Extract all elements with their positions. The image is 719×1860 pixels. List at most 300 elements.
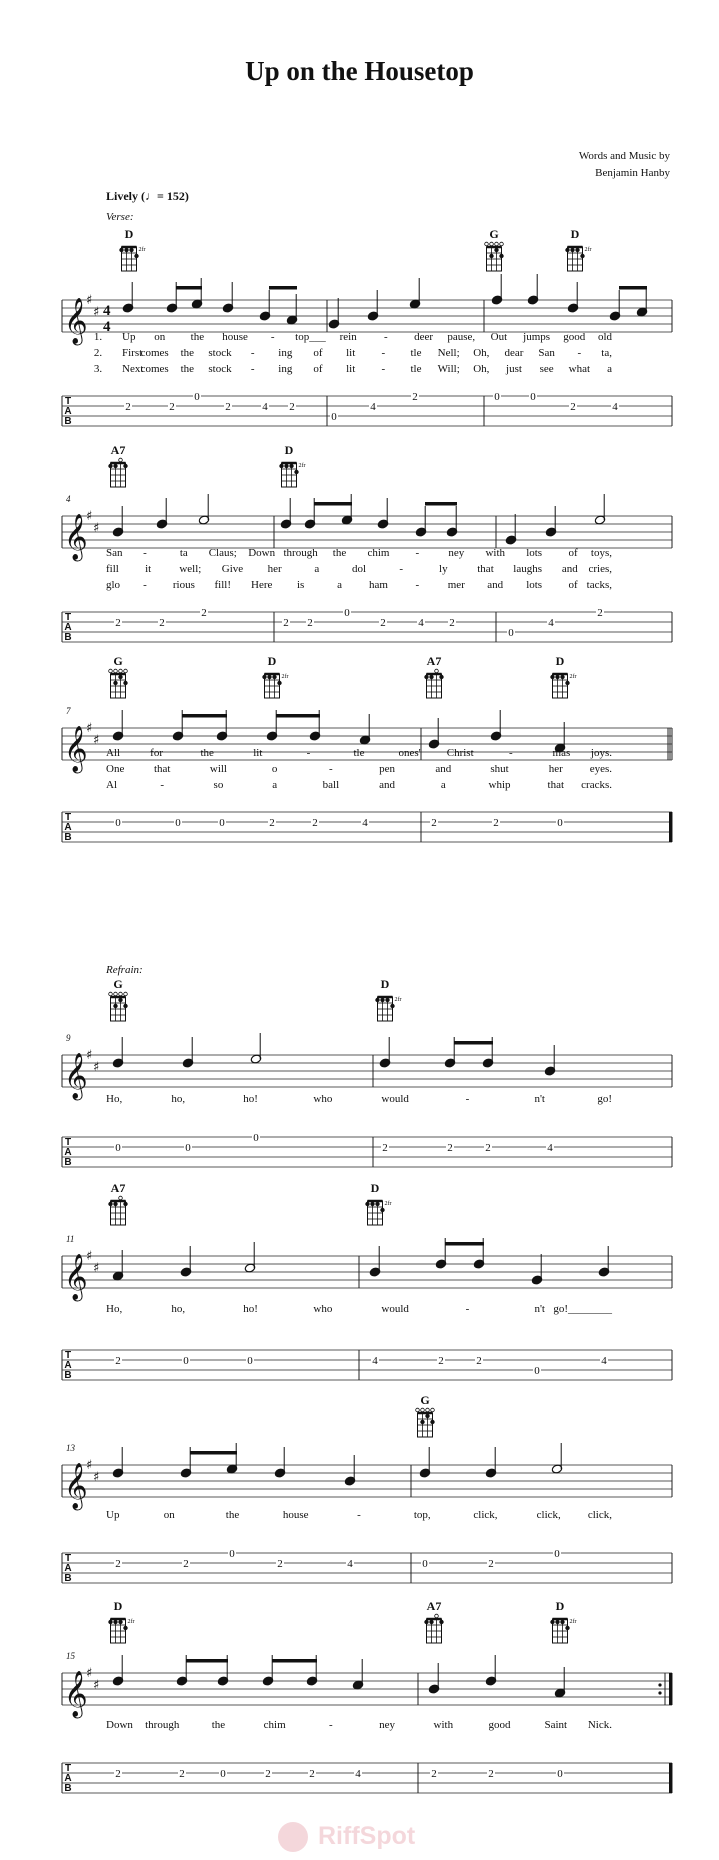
- lyric-syllable: ta: [179, 547, 188, 559]
- lyric-syllable: click,: [473, 1509, 498, 1521]
- finger-dot: [489, 254, 493, 258]
- tab-fret-number: 0: [557, 1768, 563, 1780]
- tab-clef-letter: A: [64, 1773, 72, 1784]
- tab-clef-letter: B: [64, 1157, 72, 1168]
- chord-name: G: [113, 654, 123, 668]
- lyric-syllable: laughs: [513, 563, 543, 575]
- riffspot-watermark: [272, 1820, 452, 1854]
- lyric-syllable: deer: [414, 331, 434, 343]
- lyric-syllable: cries,: [588, 563, 612, 575]
- lyric-syllable: for: [150, 747, 164, 759]
- lyric-syllable: a: [440, 779, 446, 791]
- tab-fret-number: 2: [488, 1558, 494, 1570]
- lyric-syllable: dol: [351, 563, 367, 575]
- finger-dot: [119, 248, 123, 252]
- lyric-syllable: go!: [597, 1093, 612, 1105]
- finger-dot: [385, 998, 389, 1002]
- measure-number: 11: [66, 1234, 75, 1244]
- lyric-syllable: Claus;: [208, 547, 237, 559]
- lyric-syllable: a: [337, 579, 342, 591]
- riffspot-logo-icon: [278, 1822, 308, 1852]
- tab-fret-number: 4: [362, 817, 368, 829]
- chord-name: D: [124, 227, 134, 241]
- fret-position-label: 2fr: [569, 674, 577, 680]
- tab-clef-letter: B: [64, 1573, 72, 1584]
- sharp-icon: ♯: [86, 721, 93, 736]
- lyric-syllable: Oh,: [473, 347, 490, 359]
- lyric-syllable: shut: [490, 763, 509, 775]
- lyric-syllable: dear: [504, 347, 524, 359]
- finger-dot: [380, 998, 384, 1002]
- tab-fret-number: 2: [115, 1355, 121, 1367]
- chord-name: A7: [110, 1181, 126, 1195]
- tab-fret-number: 2: [570, 401, 576, 413]
- section-label-refrain: Refrain:: [106, 964, 143, 976]
- verse-number: 2.: [93, 347, 103, 359]
- finger-dot: [123, 1004, 127, 1008]
- treble-clef-icon: 𝄞: [64, 1671, 88, 1717]
- lyric-syllable: that: [477, 563, 494, 575]
- lyric-syllable: Up: [106, 1509, 120, 1521]
- finger-dot: [279, 464, 283, 468]
- tab-clef-letter: B: [64, 1370, 72, 1381]
- lyric-syllable: would: [381, 1303, 409, 1315]
- measure-number: 13: [66, 1443, 75, 1453]
- tab-fret-number: 2: [265, 1768, 271, 1780]
- lyric-syllable: and: [487, 579, 504, 591]
- lyric-syllable: ho,: [171, 1093, 186, 1105]
- lyric-syllable: glo: [106, 579, 121, 591]
- finger-dot: [277, 681, 281, 685]
- tab-fret-number: 4: [370, 401, 376, 413]
- lyric-syllable: stock: [208, 347, 232, 359]
- lyric-syllable: Up: [122, 331, 136, 343]
- tab-fret-number: 0: [247, 1355, 253, 1367]
- lyric-syllable: -: [384, 331, 388, 343]
- finger-dot: [570, 248, 574, 252]
- lyric-syllable: rein: [339, 331, 357, 343]
- lyric-syllable: and: [435, 763, 452, 775]
- time-signature-bottom: 4: [103, 319, 111, 335]
- tempo-bpm: = 152): [157, 189, 189, 203]
- open-string-icon: [416, 1408, 420, 1412]
- sharp-icon: ♯: [86, 293, 93, 308]
- finger-dot: [370, 1202, 374, 1206]
- lyric-syllable: just: [506, 363, 522, 375]
- lyric-syllable: mas: [552, 747, 571, 759]
- lyric-syllable: her: [548, 763, 563, 775]
- open-string-icon: [114, 669, 118, 673]
- finger-dot: [108, 1202, 112, 1206]
- lyric-syllable: that: [547, 779, 565, 791]
- tab-clef-letter: B: [64, 632, 72, 643]
- open-string-icon: [109, 669, 113, 673]
- section-label-verse: Verse:: [106, 211, 134, 223]
- tab-fret-number: 2: [488, 1768, 494, 1780]
- ukulele-chord-diagram-icon: [550, 1618, 576, 1643]
- lyric-syllable: lit: [253, 747, 263, 759]
- lyric-syllable: -: [508, 747, 513, 759]
- tab-fret-number: 0: [422, 1558, 428, 1570]
- ukulele-chord-diagram-icon: [108, 1618, 134, 1643]
- finger-dot: [555, 675, 559, 679]
- finger-dot: [555, 1620, 559, 1624]
- finger-dot: [123, 1202, 127, 1206]
- sharp-icon: ♯: [93, 1678, 100, 1693]
- lyric-syllable: well;: [179, 563, 202, 575]
- lyric-syllable: Saint: [544, 1719, 568, 1731]
- tab-fret-number: 0: [220, 1768, 226, 1780]
- finger-dot: [262, 675, 266, 679]
- lyric-syllable: and: [379, 779, 396, 791]
- finger-dot: [129, 248, 133, 252]
- lyric-syllable: tacks,: [586, 579, 612, 591]
- finger-dot: [494, 248, 498, 252]
- note-beam: [176, 286, 202, 290]
- fret-position-label: 2fr: [384, 1201, 392, 1207]
- lyric-syllable: Here: [251, 579, 273, 591]
- finger-dot: [560, 1620, 564, 1624]
- lyric-syllable: lots: [526, 579, 543, 591]
- lyric-syllable: pause,: [447, 331, 476, 343]
- lyric-syllable: -: [306, 747, 311, 759]
- lyric-syllable: would: [381, 1093, 409, 1105]
- tab-final-barline: [669, 1763, 672, 1793]
- tab-fret-number: 2: [289, 401, 295, 413]
- ukulele-chord-diagram-icon: [416, 1408, 435, 1437]
- lyric-syllable: click,: [587, 1509, 612, 1521]
- open-string-icon: [124, 992, 128, 996]
- chord-name: D: [555, 1599, 565, 1613]
- ukulele-chord-diagram-icon: [424, 669, 443, 698]
- treble-clef-icon: 𝄞: [64, 1053, 88, 1099]
- sharp-icon: ♯: [93, 521, 100, 536]
- lyric-syllable: old: [597, 331, 612, 343]
- finger-dot: [118, 1620, 122, 1624]
- finger-dot: [123, 1626, 127, 1630]
- lyric-syllable: and: [561, 563, 578, 575]
- lyric-syllable: it: [145, 563, 152, 575]
- lyric-syllable: -: [143, 579, 147, 591]
- fret-position-label: 2fr: [569, 1619, 577, 1625]
- lyric-syllable: -: [160, 779, 165, 791]
- finger-dot: [380, 1208, 384, 1212]
- tab-fret-number: 2: [179, 1768, 185, 1780]
- repeat-dot: [658, 1691, 661, 1694]
- finger-dot: [118, 998, 122, 1002]
- tab-fret-number: 2: [493, 817, 499, 829]
- lyric-syllable: ho!: [243, 1093, 258, 1105]
- lyric-syllable: that: [153, 763, 171, 775]
- lyric-syllable: Down: [248, 547, 276, 559]
- lyric-syllable: good: [563, 331, 586, 343]
- ukulele-chord-diagram-icon: [108, 458, 127, 487]
- measure-number: 15: [66, 1651, 75, 1661]
- lyric-syllable: Next: [122, 363, 144, 375]
- finger-dot: [499, 254, 503, 258]
- treble-clef-icon: 𝄞: [64, 726, 88, 772]
- ukulele-chord-diagram-icon: [550, 673, 576, 698]
- lyric-syllable: -: [250, 347, 255, 359]
- finger-dot: [439, 675, 443, 679]
- note-beam: [276, 714, 320, 718]
- finger-dot: [267, 675, 271, 679]
- lyric-syllable: Oh,: [473, 363, 490, 375]
- finger-dot: [375, 998, 379, 1002]
- lyric-syllable: house: [282, 1509, 309, 1521]
- lyric-syllable: her: [267, 563, 282, 575]
- finger-dot: [565, 1626, 569, 1630]
- lyric-syllable: One: [106, 763, 125, 775]
- measure-number: 9: [66, 1033, 71, 1043]
- sharp-icon: ♯: [86, 1666, 93, 1681]
- chord-name: D: [113, 1599, 123, 1613]
- finger-dot: [272, 675, 276, 679]
- chord-name: D: [284, 443, 294, 457]
- finger-dot: [439, 1620, 443, 1624]
- finger-dot: [424, 675, 428, 679]
- system-6: [62, 1393, 672, 1584]
- note-beam: [190, 1451, 237, 1455]
- sharp-icon: ♯: [86, 509, 93, 524]
- measure-number: 7: [66, 706, 71, 716]
- finger-dot: [113, 1004, 117, 1008]
- treble-clef-icon: 𝄞: [64, 514, 88, 560]
- finger-dot: [390, 1004, 394, 1008]
- ukulele-chord-diagram-icon: [365, 1200, 391, 1225]
- finger-dot: [113, 1620, 117, 1624]
- treble-clef-icon: 𝄞: [64, 1463, 88, 1509]
- lyric-syllable: ho!: [243, 1303, 258, 1315]
- tab-clef-letter: T: [64, 1553, 72, 1564]
- ukulele-chord-diagram-icon: [119, 246, 145, 271]
- lyric-syllable: rious: [172, 579, 195, 591]
- finger-dot: [560, 675, 564, 679]
- tab-fret-number: 4: [355, 1768, 361, 1780]
- finger-dot: [550, 1620, 554, 1624]
- system-3: [62, 654, 672, 843]
- tab-fret-number: 4: [418, 617, 424, 629]
- lyric-syllable: house: [222, 331, 248, 343]
- ukulele-chord-diagram-icon: [109, 992, 128, 1021]
- lyric-syllable: the: [332, 547, 347, 559]
- ukulele-chord-diagram-icon: [485, 242, 504, 271]
- credits-line-2: Benjamin Hanby: [595, 167, 670, 179]
- tab-clef-letter: T: [64, 812, 72, 823]
- finger-dot: [123, 464, 127, 468]
- lyric-syllable: of: [313, 363, 323, 375]
- lyric-syllable: Out: [490, 331, 508, 343]
- tab-fret-number: 0: [229, 1548, 235, 1560]
- tab-fret-number: 2: [169, 401, 175, 413]
- fret-position-label: 2fr: [138, 247, 146, 253]
- lyric-syllable: n't: [534, 1303, 545, 1315]
- lyric-syllable: o: [271, 763, 278, 775]
- tab-fret-number: 2: [412, 391, 418, 403]
- lyric-syllable: n't: [534, 1093, 545, 1105]
- tab-fret-number: 4: [547, 1142, 553, 1154]
- finger-dot: [124, 248, 128, 252]
- tab-fret-number: 2: [115, 1768, 121, 1780]
- tab-final-barline: [669, 812, 672, 842]
- tab-fret-number: 2: [115, 617, 121, 629]
- ukulele-chord-diagram-icon: [262, 673, 288, 698]
- tab-clef-letter: A: [64, 1563, 72, 1574]
- quarter-note-icon: ♩: [145, 189, 157, 203]
- chord-name: D: [380, 977, 390, 991]
- tab-fret-number: 0: [253, 1132, 259, 1144]
- open-string-icon: [119, 992, 123, 996]
- lyric-syllable: -: [329, 1719, 333, 1731]
- verse-number: 3.: [93, 363, 103, 375]
- watermark-text: RiffSpot: [318, 1822, 416, 1850]
- system-7: [62, 1599, 672, 1794]
- lyric-syllable: ing: [278, 363, 293, 375]
- lyric-syllable: comes: [140, 347, 169, 359]
- note-beam: [425, 502, 457, 506]
- open-string-icon: [435, 1614, 439, 1618]
- tab-fret-number: 2: [283, 617, 289, 629]
- tab-clef-letter: T: [64, 1763, 72, 1774]
- fret-position-label: 2fr: [281, 674, 289, 680]
- finger-dot: [294, 470, 298, 474]
- open-string-icon: [500, 242, 504, 246]
- tab-fret-number: 2: [277, 1558, 283, 1570]
- tab-clef-letter: B: [64, 832, 72, 843]
- sharp-icon: ♯: [86, 1048, 93, 1063]
- lyric-syllable: tle: [410, 363, 422, 375]
- lyric-syllable: comes: [140, 363, 169, 375]
- lyric-syllable: All: [106, 747, 121, 759]
- note-beam: [269, 286, 297, 290]
- lyric-syllable: ney: [448, 547, 465, 559]
- tab-fret-number: 2: [309, 1768, 315, 1780]
- sharp-icon: ♯: [86, 1249, 93, 1264]
- open-string-icon: [431, 1408, 435, 1412]
- lyric-syllable: -: [415, 547, 420, 559]
- tab-clef-letter: B: [64, 416, 72, 427]
- tab-fret-number: 0: [175, 817, 181, 829]
- lyric-syllable: -: [415, 579, 420, 591]
- tab-clef-letter: A: [64, 822, 72, 833]
- finger-dot: [575, 248, 579, 252]
- tab-fret-number: 2: [447, 1142, 453, 1154]
- tempo-word: Lively (: [106, 189, 145, 203]
- tab-fret-number: 4: [372, 1355, 378, 1367]
- tab-fret-number: 0: [331, 411, 337, 423]
- lyric-syllable: a: [314, 563, 320, 575]
- lyric-syllable: stock: [208, 363, 232, 375]
- tab-clef-letter: B: [64, 1783, 72, 1794]
- tab-fret-number: 0: [494, 391, 500, 403]
- finger-dot: [118, 675, 122, 679]
- chord-name: D: [555, 654, 565, 668]
- lyric-syllable: the: [225, 1509, 240, 1521]
- sharp-icon: ♯: [93, 1470, 100, 1485]
- lyric-syllable: fill!: [214, 579, 232, 591]
- lyric-syllable: toys,: [590, 547, 612, 559]
- tab-fret-number: 2: [225, 401, 231, 413]
- open-string-icon: [119, 1196, 123, 1200]
- treble-clef-icon: 𝄞: [64, 298, 88, 344]
- lyric-syllable: top,: [413, 1509, 431, 1521]
- finger-dot: [425, 1414, 429, 1418]
- lyric-syllable: eyes.: [589, 763, 612, 775]
- tab-fret-number: 0: [554, 1548, 560, 1560]
- lyric-syllable: go!________: [553, 1303, 612, 1315]
- note-beam: [454, 1041, 493, 1045]
- lyric-syllable: Will;: [437, 363, 460, 375]
- lyric-syllable: the: [190, 331, 205, 343]
- open-string-icon: [109, 992, 113, 996]
- open-string-icon: [421, 1408, 425, 1412]
- lyric-syllable: will: [209, 763, 228, 775]
- lyric-syllable: of: [568, 547, 578, 559]
- lyric-syllable: on: [163, 1509, 175, 1521]
- sharp-icon: ♯: [93, 305, 100, 320]
- sharp-icon: ♯: [93, 733, 100, 748]
- tab-fret-number: 4: [347, 1558, 353, 1570]
- lyric-syllable: Ho,: [106, 1303, 123, 1315]
- sharp-icon: ♯: [93, 1261, 100, 1276]
- system-4: [62, 977, 672, 1168]
- finger-dot: [289, 464, 293, 468]
- lyric-syllable: fill: [106, 563, 119, 575]
- lyric-syllable: lit: [346, 347, 356, 359]
- tab-fret-number: 0: [530, 391, 536, 403]
- tab-fret-number: 2: [115, 1558, 121, 1570]
- lyric-syllable: is: [296, 579, 305, 591]
- open-string-icon: [119, 669, 123, 673]
- finger-dot: [565, 681, 569, 685]
- tab-fret-number: 2: [201, 607, 207, 619]
- tab-fret-number: 4: [548, 617, 554, 629]
- finger-dot: [580, 254, 584, 258]
- tab-fret-number: 0: [183, 1355, 189, 1367]
- chord-name: G: [420, 1393, 430, 1407]
- measure-number: 4: [66, 494, 71, 504]
- lyric-syllable: Give: [221, 563, 244, 575]
- lyric-syllable: so: [213, 779, 224, 791]
- tab-fret-number: 2: [476, 1355, 482, 1367]
- ukulele-chord-diagram-icon: [565, 246, 591, 271]
- tab-fret-number: 2: [431, 1768, 437, 1780]
- tab-clef-letter: A: [64, 1360, 72, 1371]
- chord-name: G: [113, 977, 123, 991]
- lyric-syllable: of: [568, 579, 578, 591]
- lyric-syllable: a: [607, 363, 612, 375]
- lyric-syllable: the: [180, 363, 195, 375]
- lyric-syllable: see: [539, 363, 554, 375]
- note-beam: [445, 1242, 484, 1246]
- fret-position-label: 2fr: [584, 247, 592, 253]
- tab-fret-number: 4: [601, 1355, 607, 1367]
- system-5: [62, 1181, 672, 1381]
- open-string-icon: [495, 242, 499, 246]
- note-beam: [186, 1659, 228, 1663]
- lyric-syllable: lit: [346, 363, 356, 375]
- lyric-syllable: mer: [447, 579, 465, 591]
- song-title: Up on the Housetop: [245, 56, 474, 86]
- open-string-icon: [114, 992, 118, 996]
- tab-fret-number: 0: [194, 391, 200, 403]
- tab-fret-number: 0: [115, 817, 121, 829]
- lyric-syllable: San: [538, 347, 555, 359]
- lyric-syllable: who: [313, 1093, 333, 1105]
- lyric-syllable: joys.: [590, 747, 612, 759]
- chord-name: D: [267, 654, 277, 668]
- finger-dot: [108, 464, 112, 468]
